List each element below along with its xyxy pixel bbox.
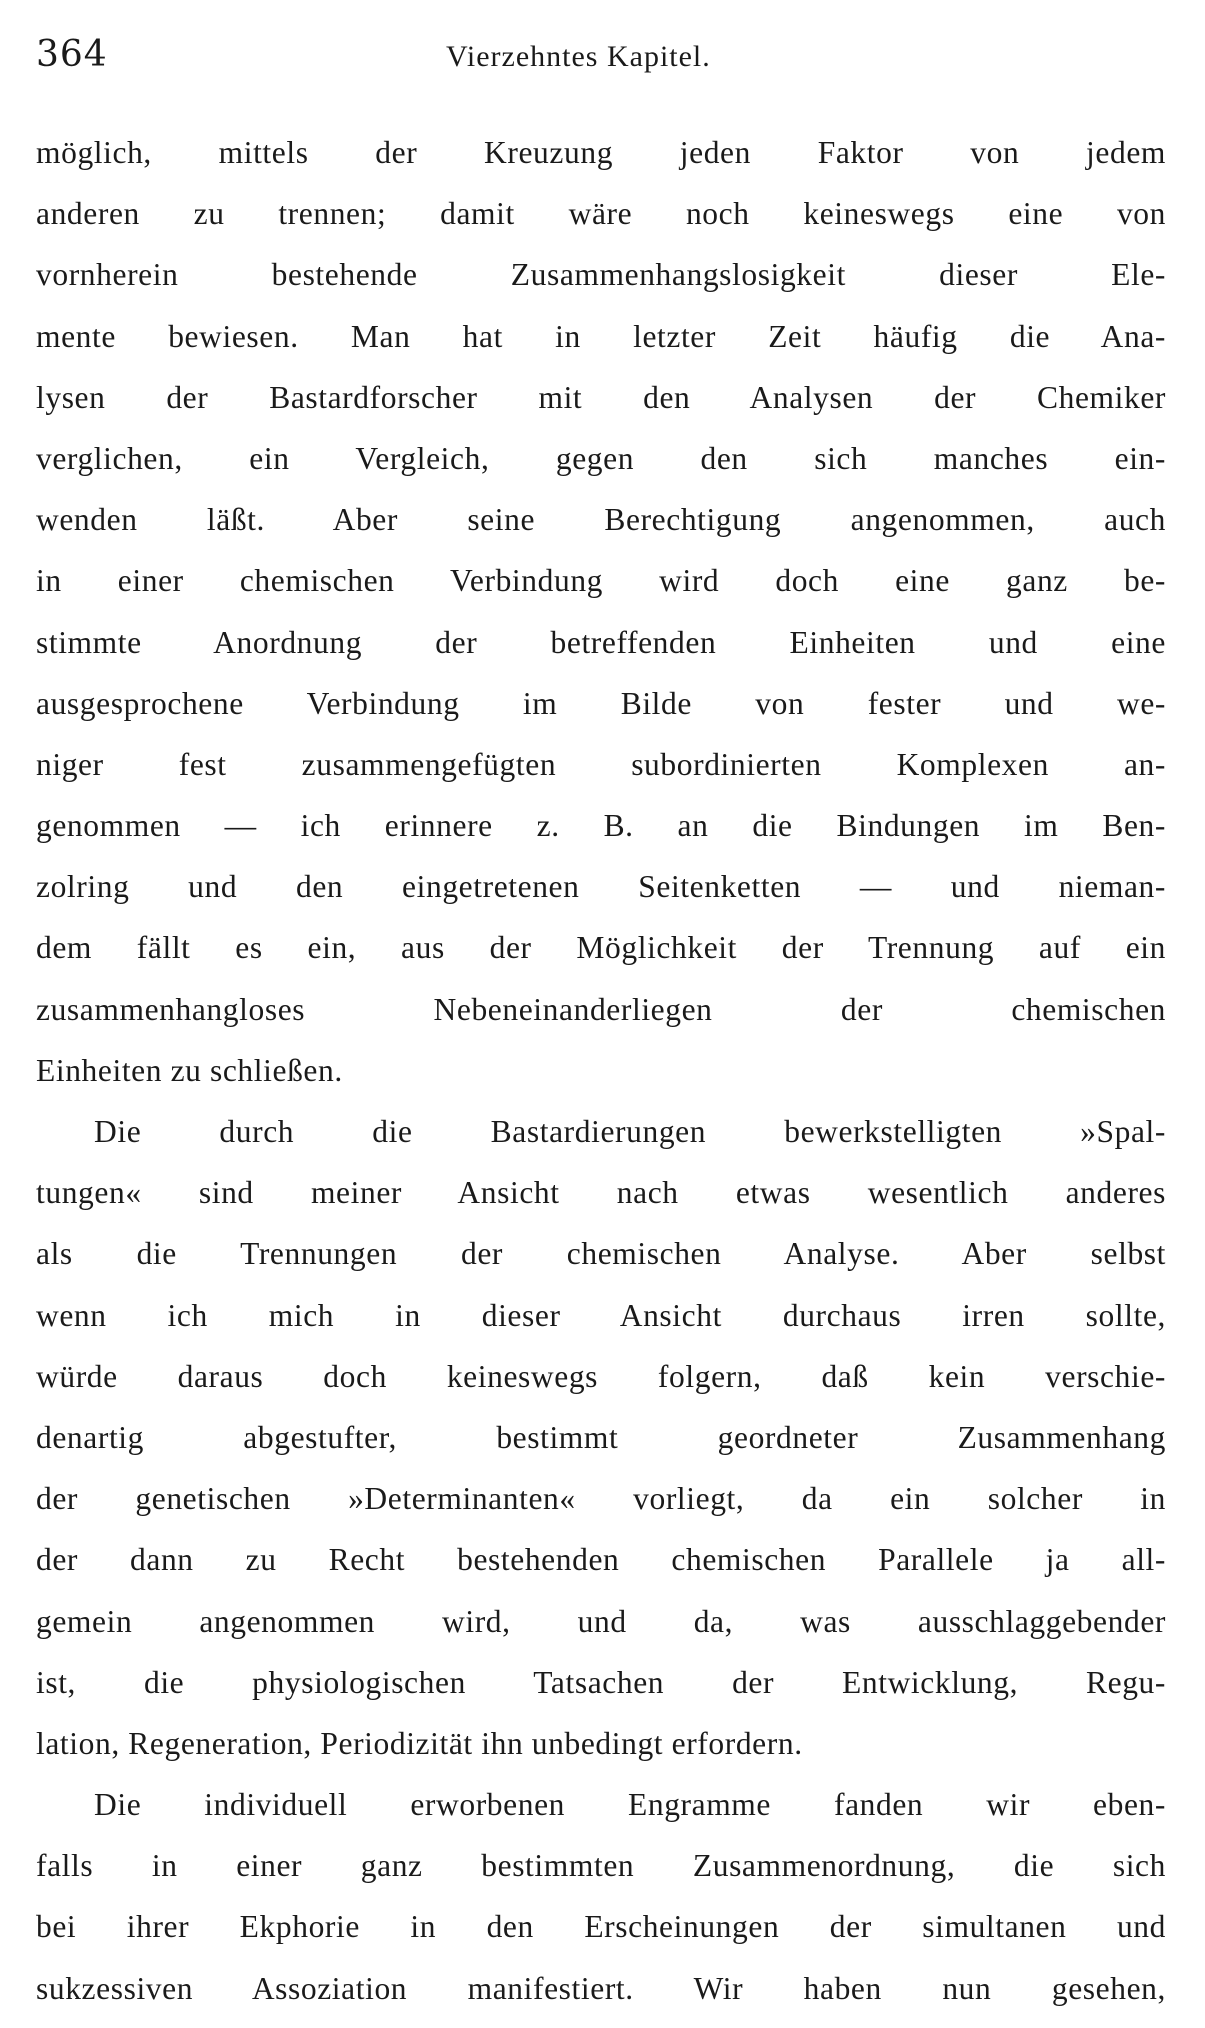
text-line: der genetischen »Determinanten« vorliegt, da ein solcher in [36, 1481, 1166, 1517]
text-line: Die durch die Bastardierungen bewerkstelligten »Spal- [94, 1114, 1166, 1149]
text-line: Einheiten zu schließen. [36, 1052, 343, 1088]
text-line: falls in einer ganz bestimmten Zusammenordnung, die sich [36, 1848, 1166, 1884]
body-text [36, 122, 1166, 2019]
text-line: lation, Regeneration, Periodizität ihn unbedingt erfordern. [36, 1725, 803, 1761]
text-line: mente bewiesen. Man hat in letzter Zeit häufig die Ana- [36, 318, 1166, 354]
text-line: lysen der Bastardforscher mit den Analysen der Chemiker [36, 379, 1166, 415]
text-line: ist, die physiologischen Tatsachen der Entwicklung, Regu- [36, 1664, 1166, 1700]
text-line: stimmte Anordnung der betreffenden Einheiten und eine [36, 624, 1166, 660]
text-line: vornherein bestehende Zusammenhangslosigkeit dieser Ele- [36, 257, 1166, 293]
text-line: genommen — ich erinnere z. B. an die Bindungen im Ben- [36, 808, 1166, 844]
text-line: wenden läßt. Aber seine Berechtigung angenommen, auch [36, 502, 1166, 538]
text-line: verglichen, ein Vergleich, gegen den sich manches ein- [36, 440, 1166, 476]
text-line: zolring und den eingetretenen Seitenketten — und nieman- [36, 869, 1166, 905]
text-line: niger fest zusammengefügten subordinierten Komplexen an- [36, 746, 1166, 782]
text-line: der dann zu Recht bestehenden chemischen Parallele ja all- [36, 1542, 1166, 1578]
text-line: würde daraus doch keineswegs folgern, daß kein verschie- [36, 1358, 1166, 1394]
text-line: tungen« sind meiner Ansicht nach etwas wesentlich anderes [36, 1175, 1166, 1211]
text-line: ausgesprochene Verbindung im Bilde von fester und we- [36, 685, 1166, 721]
paragraph-1 [36, 122, 1166, 1101]
running-head: Vierzehntes Kapitel. [446, 40, 711, 73]
page-number: 364 [36, 34, 108, 75]
text-line: wenn ich mich in dieser Ansicht durchaus irren sollte, [36, 1297, 1166, 1333]
text-line: Die individuell erworbenen Engramme fanden wir eben- [94, 1787, 1166, 1823]
text-line: anderen zu trennen; damit wäre noch keineswegs eine von [36, 196, 1166, 232]
page-header [36, 34, 1166, 84]
text-line: gemein angenommen wird, und da, was ausschlaggebender [36, 1603, 1166, 1639]
text-line: in einer chemischen Verbindung wird doch eine ganz be- [36, 563, 1166, 599]
paragraph-3 [36, 1774, 1166, 2019]
paragraph-2 [36, 1101, 1166, 1774]
text-line: dem fällt es ein, aus der Möglichkeit der Trennung auf ein [36, 930, 1166, 966]
text-line: sukzessiven Assoziation manifestiert. Wir haben nun gesehen, [36, 1970, 1166, 2006]
text-line: als die Trennungen der chemischen Analyse. Aber selbst [36, 1236, 1166, 1272]
text-line: zusammenhangloses Nebeneinanderliegen der chemischen [36, 991, 1166, 1027]
text-line: möglich, mittels der Kreuzung jeden Faktor von jedem [36, 135, 1166, 170]
text-line: bei ihrer Ekphorie in den Erscheinungen der simultanen und [36, 1909, 1166, 1945]
text-line: denartig abgestufter, bestimmt geordneter Zusammenhang [36, 1419, 1166, 1455]
